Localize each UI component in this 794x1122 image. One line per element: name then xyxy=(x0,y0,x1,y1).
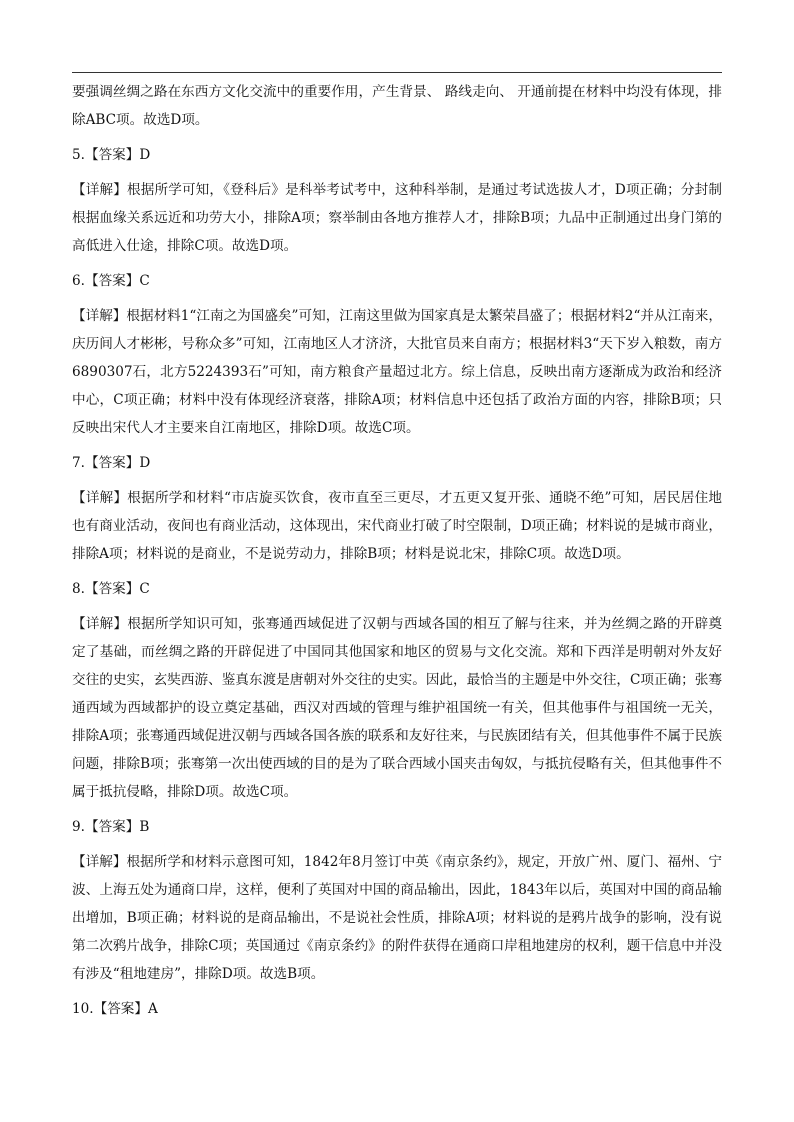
answer-detail: 【详解】根据材料1“江南之为国盛矣”可知，江南这里做为国家真是太繁荣昌盛了；根据材料2“并从江南来，庆历间人才彬彬，号称众多”可知，江南地区人才济济，大批官员来自南方；根据材料3“天下岁入粮数，南方6890307石，北方5224393石”可知，南方粮食产量超过北方。综上信息，反映出南方逐渐成为政治和经济中心，C项正确；材料中没有体现经济衰落，排除A项；材料信息中还包括了政治方面的内容，排除B项；只反映出宋代人才主要来自江南地区，排除D项。故选C项。 xyxy=(72,308,722,436)
answer-heading: 7.【答案】D xyxy=(72,455,151,471)
intro-paragraph: 要强调丝绸之路在东西方文化交流中的重要作用，产生背景、 路线走向、 开通前提在材料中均没有体现，排除ABC项。故选D项。 xyxy=(72,84,722,128)
answer-heading: 8.【答案】C xyxy=(72,581,150,597)
answer-detail: 【详解】根据所学可知，《登科后》是科举考试考中，这种科举制，是通过考试选拔人才，D项正确；分封制根据血缘关系远近和功劳大小，排除A项；察举制由各地方推荐人才，排除B项；九品中正制通过出身门第的高低进入仕途，排除C项。故选D项。 xyxy=(72,182,722,254)
answer-heading: 10.【答案】A xyxy=(72,1001,158,1017)
answer-detail: 【详解】根据所学知识可知，张骞通西域促进了汉朝与西域各国的相互了解与往来，并为丝绸之路的开辟奠定了基础，而丝绸之路的开辟促进了中国同其他国家和地区的贸易与文化交流。郑和下西洋是明朝对外友好交往的史实，玄奘西游、鉴真东渡是唐朝对外交往的史实。因此，最恰当的主题是中外交往，C项正确；张骞通西域为西域都护的设立奠定基础，西汉对西域的管理与维护祖国统一有关，但其他事件与祖国统一无关，排除A项；张骞通西域促进汉朝与西域各国各族的联系和友好往来，与民族团结有关，但其他事件不属于民族问题，排除B项；张骞第一次出使西域的目的是为了联合西域小国夹击匈奴，与抵抗侵略有关，但其他事件不属于抵抗侵略，排除D项。故选C项。 xyxy=(72,616,722,800)
answer-item-6 xyxy=(72,267,722,442)
answer-detail: 【详解】根据所学和材料“市店旋买饮食，夜市直至三更尽，才五更又复开张、通晓不绝”可知，居民居住地也有商业活动，夜间也有商业活动，这体现出，宋代商业打破了时空限制，D项正确；材料说的是城市商业，排除A项；材料说的是商业，不是说劳动力，排除B项；材料是说北宋，排除C项。故选D项。 xyxy=(72,490,722,562)
document-body xyxy=(72,78,722,1030)
answer-heading: 9.【答案】B xyxy=(72,819,150,835)
answer-item-10 xyxy=(72,995,722,1023)
answer-item-7 xyxy=(72,449,722,568)
answer-heading: 6.【答案】C xyxy=(72,273,150,289)
header-rule xyxy=(72,72,722,73)
answer-item-8 xyxy=(72,575,722,806)
answer-item-5 xyxy=(72,141,722,260)
answer-item-9 xyxy=(72,813,722,988)
answer-detail: 【详解】根据所学和材料示意图可知，1842年8月签订中英《南京条约》，规定，开放广州、厦门、福州、宁波、上海五处为通商口岸，这样，便利了英国对中国的商品输出，因此，1843年以后，英国对中国的商品输出增加，B项正确；材料说的是商品输出，不是说社会性质，排除A项；材料说的是鸦片战争的影响，没有说第二次鸦片战争，排除C项；英国通过《南京条约》的附件获得在通商口岸租地建房的权利，题干信息中并没有涉及“租地建房”，排除D项。故选B项。 xyxy=(72,854,722,982)
answer-heading: 5.【答案】D xyxy=(72,147,151,163)
